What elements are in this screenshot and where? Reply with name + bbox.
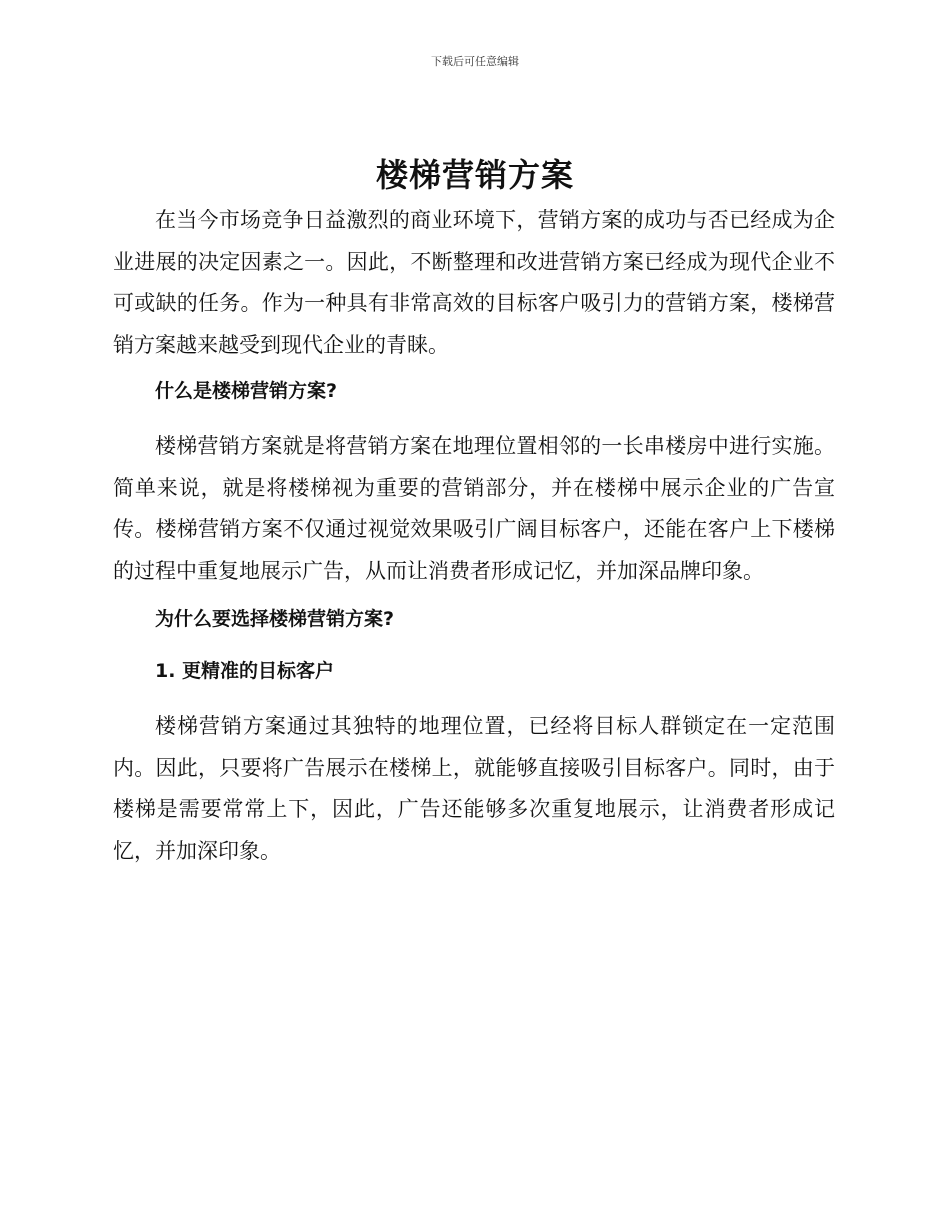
document-body — [113, 200, 835, 872]
page-header: 下载后可任意编辑 — [431, 55, 519, 68]
document-title: 楼梯营销方案 — [375, 156, 574, 194]
section-heading-why-choose: 为什么要选择楼梯营销方案? — [155, 608, 395, 630]
intro-paragraph: 在当今市场竞争日益激烈的商业环境下，营销方案的成功与否已经成为企业进展的决定因素之一。因此，不断整理和改进营销方案已经成为现代企业不可或缺的任务。作为一种具有非常高效的目标客户吸引力的营销方案，楼梯营销方案越来越受到现代企业的青睐。 — [113, 208, 835, 357]
subsection-precise-targets-paragraph: 楼梯营销方案通过其独特的地理位置，已经将目标人群锁定在一定范围内。因此，只要将广告展示在楼梯上，就能够直接吸引目标客户。同时，由于楼梯是需要常常上下，因此，广告还能够多次重复地展示，让消费者形成记忆，并加深印象。 — [113, 714, 835, 863]
section-what-is-paragraph: 楼梯营销方案就是将营销方案在地理位置相邻的一长串楼房中进行实施。简单来说，就是将楼梯视为重要的营销部分，并在楼梯中展示企业的广告宣传。楼梯营销方案不仅通过视觉效果吸引广阔目标客户，还能在客户上下楼梯的过程中重复地展示广告，从而让消费者形成记忆，并加深品牌印象。 — [113, 434, 835, 583]
subsection-heading-precise-targets: 1. 更精准的目标客户 — [155, 660, 335, 682]
section-heading-what-is: 什么是楼梯营销方案? — [155, 380, 338, 402]
